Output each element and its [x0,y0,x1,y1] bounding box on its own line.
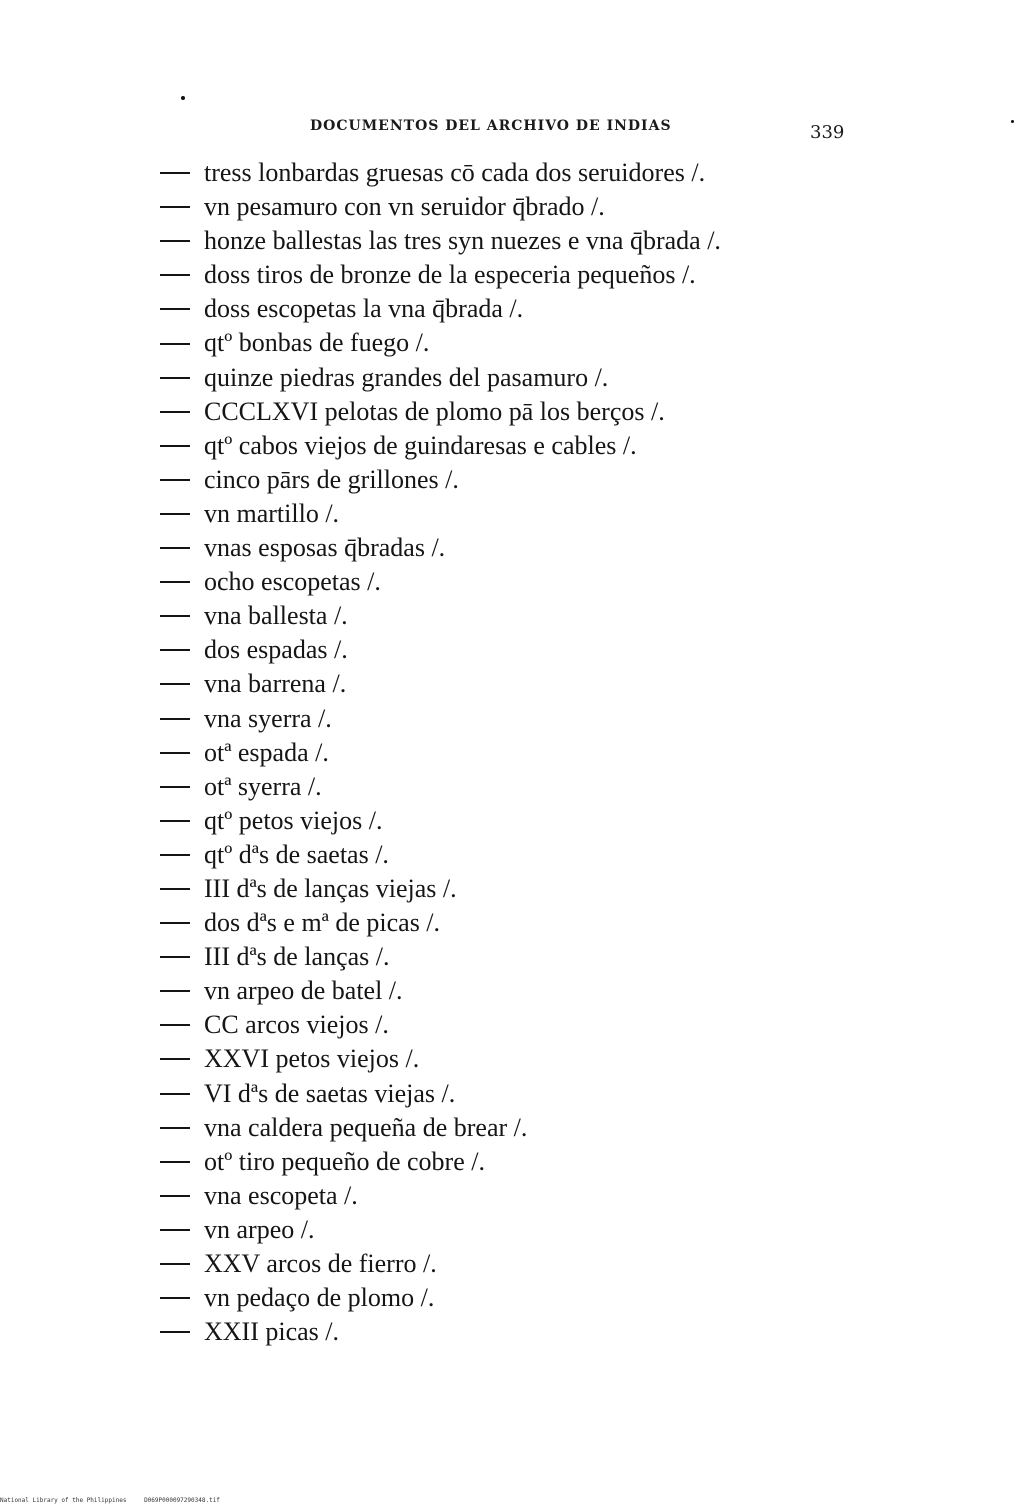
entry-text: XXVI petos viejos /. [204,1044,420,1074]
inventory-entry [160,872,880,906]
entry-text: ocho escopetas /. [204,567,381,597]
inventory-entry [160,1315,880,1349]
em-dash [160,888,190,890]
inventory-entry [160,702,880,736]
print-speck [181,96,185,100]
entry-text: vn arpeo de batel /. [204,976,403,1006]
entry-text: cinco pārs de grillones /. [204,464,459,494]
em-dash [160,683,190,685]
em-dash [160,786,190,788]
entry-text: vna barrena /. [204,669,347,699]
inventory-entry [160,258,880,292]
entry-text: XXV arcos de fierro /. [204,1249,437,1278]
entry-text: vnas esposas q̄bradas /. [204,533,446,563]
entry-text: CCCLXVI pelotas de plomo pā los berços /. [204,396,665,426]
footer-library: National Library of the Philippines [0,1497,127,1504]
em-dash [160,206,190,208]
inventory-entry [160,599,880,633]
inventory-entry [160,531,880,565]
scan-footer [0,1497,220,1504]
em-dash [160,1297,190,1299]
entry-text: III dªs de lanças /. [204,942,390,972]
page-number: 339 [810,122,845,143]
inventory-entry [160,292,880,326]
em-dash [160,956,190,958]
entry-text: vn pesamuro con vn seruidor q̄brado /. [204,192,605,222]
em-dash [160,547,190,549]
entry-text: III dªs de lanças viejas /. [204,873,457,903]
inventory-entry [160,1008,880,1042]
em-dash [160,649,190,651]
em-dash [160,479,190,481]
entry-text: vna caldera pequeña de brear /. [204,1112,528,1142]
em-dash [160,377,190,379]
em-dash [160,1093,190,1095]
inventory-entry [160,1247,880,1281]
print-speck [1011,120,1014,123]
em-dash [160,1024,190,1026]
running-header: DOCUMENTOS DEL ARCHIVO DE INDIAS [310,118,672,134]
entry-text: vna escopeta /. [204,1180,358,1210]
inventory-entry [160,1213,880,1247]
em-dash [160,1161,190,1163]
inventory-entry [160,736,880,770]
em-dash [160,1127,190,1129]
inventory-entry [160,361,880,395]
entry-text: vn pedaço de plomo /. [204,1283,435,1313]
entry-text: qtº bonbas de fuego /. [204,328,430,358]
entry-text: CC arcos viejos /. [204,1010,389,1040]
em-dash [160,308,190,310]
inventory-entry [160,940,880,974]
inventory-entry [160,190,880,224]
em-dash [160,240,190,242]
inventory-entry [160,804,880,838]
entry-text: honze ballestas las tres syn nuezes e vna q̄brada /. [204,226,721,256]
entry-text: dos espadas /. [204,635,348,665]
inventory-entry [160,326,880,360]
em-dash [160,274,190,276]
inventory-entry [160,224,880,258]
entry-text: qtº cabos viejos de guindaresas e cables /. [204,430,637,460]
entry-text: doss tiros de bronze de la especeria pequeños /. [204,260,696,290]
inventory-list [160,156,880,1349]
entry-text: qtº petos viejos /. [204,805,383,835]
inventory-entry [160,565,880,599]
em-dash [160,820,190,822]
inventory-entry [160,667,880,701]
footer-file: D069P000097290348.tif [144,1497,220,1504]
inventory-entry [160,1042,880,1076]
em-dash [160,445,190,447]
em-dash [160,854,190,856]
entry-text: quinze piedras grandes del pasamuro /. [204,362,609,392]
inventory-entry [160,906,880,940]
entry-text: dos dªs e mª de picas /. [204,908,441,938]
entry-text: otº tiro pequeño de cobre /. [204,1146,485,1176]
inventory-entry [160,395,880,429]
inventory-entry [160,1281,880,1315]
inventory-entry [160,1145,880,1179]
entry-text: vna ballesta /. [204,601,348,631]
em-dash [160,752,190,754]
inventory-entry [160,497,880,531]
em-dash [160,411,190,413]
em-dash [160,922,190,924]
entry-text: tress lonbardas gruesas cō cada dos seruidores /. [204,158,706,187]
entry-text: otª espada /. [204,737,329,767]
entry-text: vna syerra /. [204,703,332,733]
entry-text: vn martillo /. [204,498,340,528]
em-dash [160,581,190,583]
inventory-entry [160,633,880,667]
em-dash [160,343,190,345]
inventory-entry [160,974,880,1008]
em-dash [160,172,190,174]
em-dash [160,615,190,617]
entry-text: otª syerra /. [204,771,322,801]
em-dash [160,718,190,720]
em-dash [160,990,190,992]
em-dash [160,1195,190,1197]
entry-text: qtº dªs de saetas /. [204,839,389,869]
em-dash [160,1229,190,1231]
em-dash [160,1058,190,1060]
inventory-entry [160,156,880,190]
inventory-entry [160,463,880,497]
inventory-entry [160,1179,880,1213]
inventory-entry [160,1111,880,1145]
entry-text: vn arpeo /. [204,1214,315,1244]
entry-text: XXII picas /. [204,1317,340,1347]
em-dash [160,1331,190,1333]
inventory-entry [160,770,880,804]
em-dash [160,513,190,515]
entry-text: doss escopetas la vna q̄brada /. [204,294,524,324]
em-dash [160,1263,190,1265]
entry-text: VI dªs de saetas viejas /. [204,1078,456,1108]
inventory-entry [160,838,880,872]
inventory-entry [160,1077,880,1111]
inventory-entry [160,429,880,463]
